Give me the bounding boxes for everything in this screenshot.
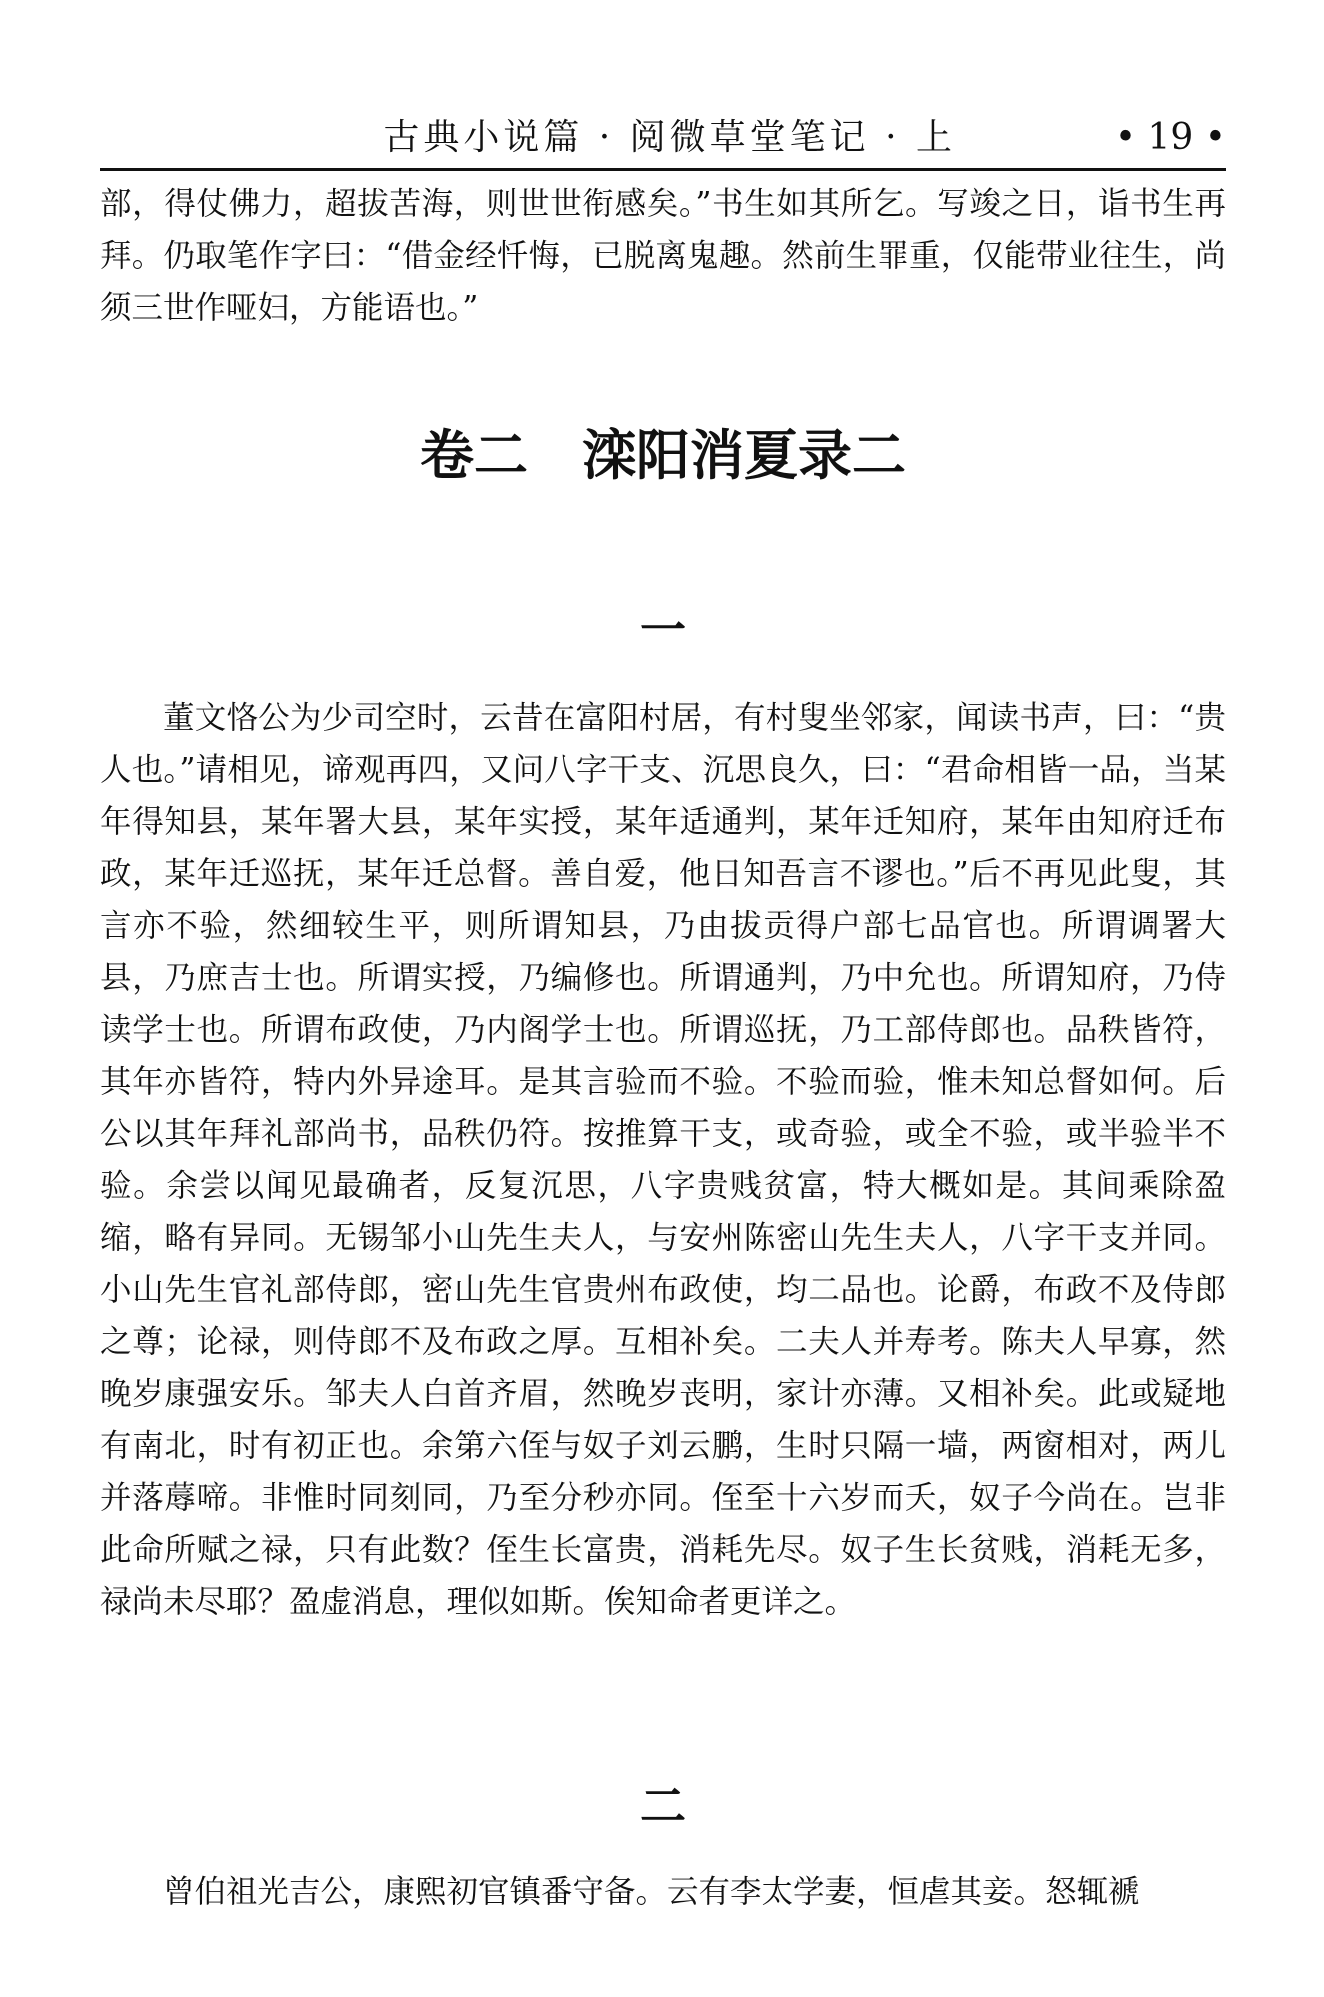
section-2-paragraph: 曾伯祖光吉公，康熙初官镇番守备。云有李太学妻，恒虐其妾。怒辄褫	[163, 1874, 1140, 1910]
page-number: • 19 •	[1114, 117, 1226, 158]
section-number-2: 二	[640, 1779, 686, 1833]
intro-paragraph: 部，得仗佛力，超拔苦海，则世世衔感矣。”书生如其所乞。写竣之日，诣书生再拜。仍取笔作字曰：“借金经忏悔，已脱离鬼趣。然前生罪重，仅能带业往生，尚须三世作哑妇，方能语也。”	[100, 186, 1226, 326]
chapter-title: 卷二 滦阳消夏录二	[420, 424, 906, 487]
header-rule	[100, 168, 1226, 171]
section-1-paragraph: 董文恪公为少司空时，云昔在富阳村居，有村叟坐邻家，闻读书声，曰：“贵人也。”请相见，谛观再四，又问八字干支、沉思良久，曰：“君命相皆一品，当某年得知县，某年署大县，某年实授，某年适通判，某年迁知府，某年由知府迁布政，某年迁巡抚，某年迁总督。善自爱，他日知吾言不谬也。”后不再见此叟，其言亦不验，然细较生平，则所谓知县，乃由拔贡得户部七品官也。所谓调署大县，乃庶吉士也。所谓实授，乃编修也。所谓通判，乃中允也。所谓知府，乃侍读学士也。所谓布政使，乃内阁学士也。所谓巡抚，乃工部侍郎也。品秩皆符，其年亦皆符，特内外异途耳。是其言验而不验。不验而验，惟未知总督如何。后公以其年拜礼部尚书，品秩仍符。按推算干支，或奇验，或全不验，或半验半不验。余尝以闻见最确者，反复沉思，八字贵贱贫富，特大概如是。其间乘除盈缩，略有异同。无锡邹小山先生夫人，与安州陈密山先生夫人，八字干支并同。小山先生官礼部侍郎，密山先生官贵州布政使，均二品也。论爵，布政不及侍郎之尊；论禄，则侍郎不及布政之厚。互相补矣。二夫人并寿考。陈夫人早寡，然晚岁康强安乐。邹夫人白首齐眉，然晚岁丧明，家计亦薄。又相补矣。此或疑地有南北，时有初正也。余第六侄与奴子刘云鹏，生时只隔一墙，两窗相对，两儿并落蓐啼。非惟时同刻同，乃至分秒亦同。侄至十六岁而夭，奴子今尚在。岂非此命所赋之禄，只有此数？侄生长富贵，消耗先尽。奴子生长贫贱，消耗无多，禄尚未尽耶？盈虚消息，理似如斯。俟知命者更详之。	[100, 700, 1226, 1620]
section-number-1: 一	[640, 603, 686, 657]
running-header	[100, 112, 1226, 164]
running-header-title: 古典小说篇 · 阅微草堂笔记 · 上	[383, 117, 956, 158]
